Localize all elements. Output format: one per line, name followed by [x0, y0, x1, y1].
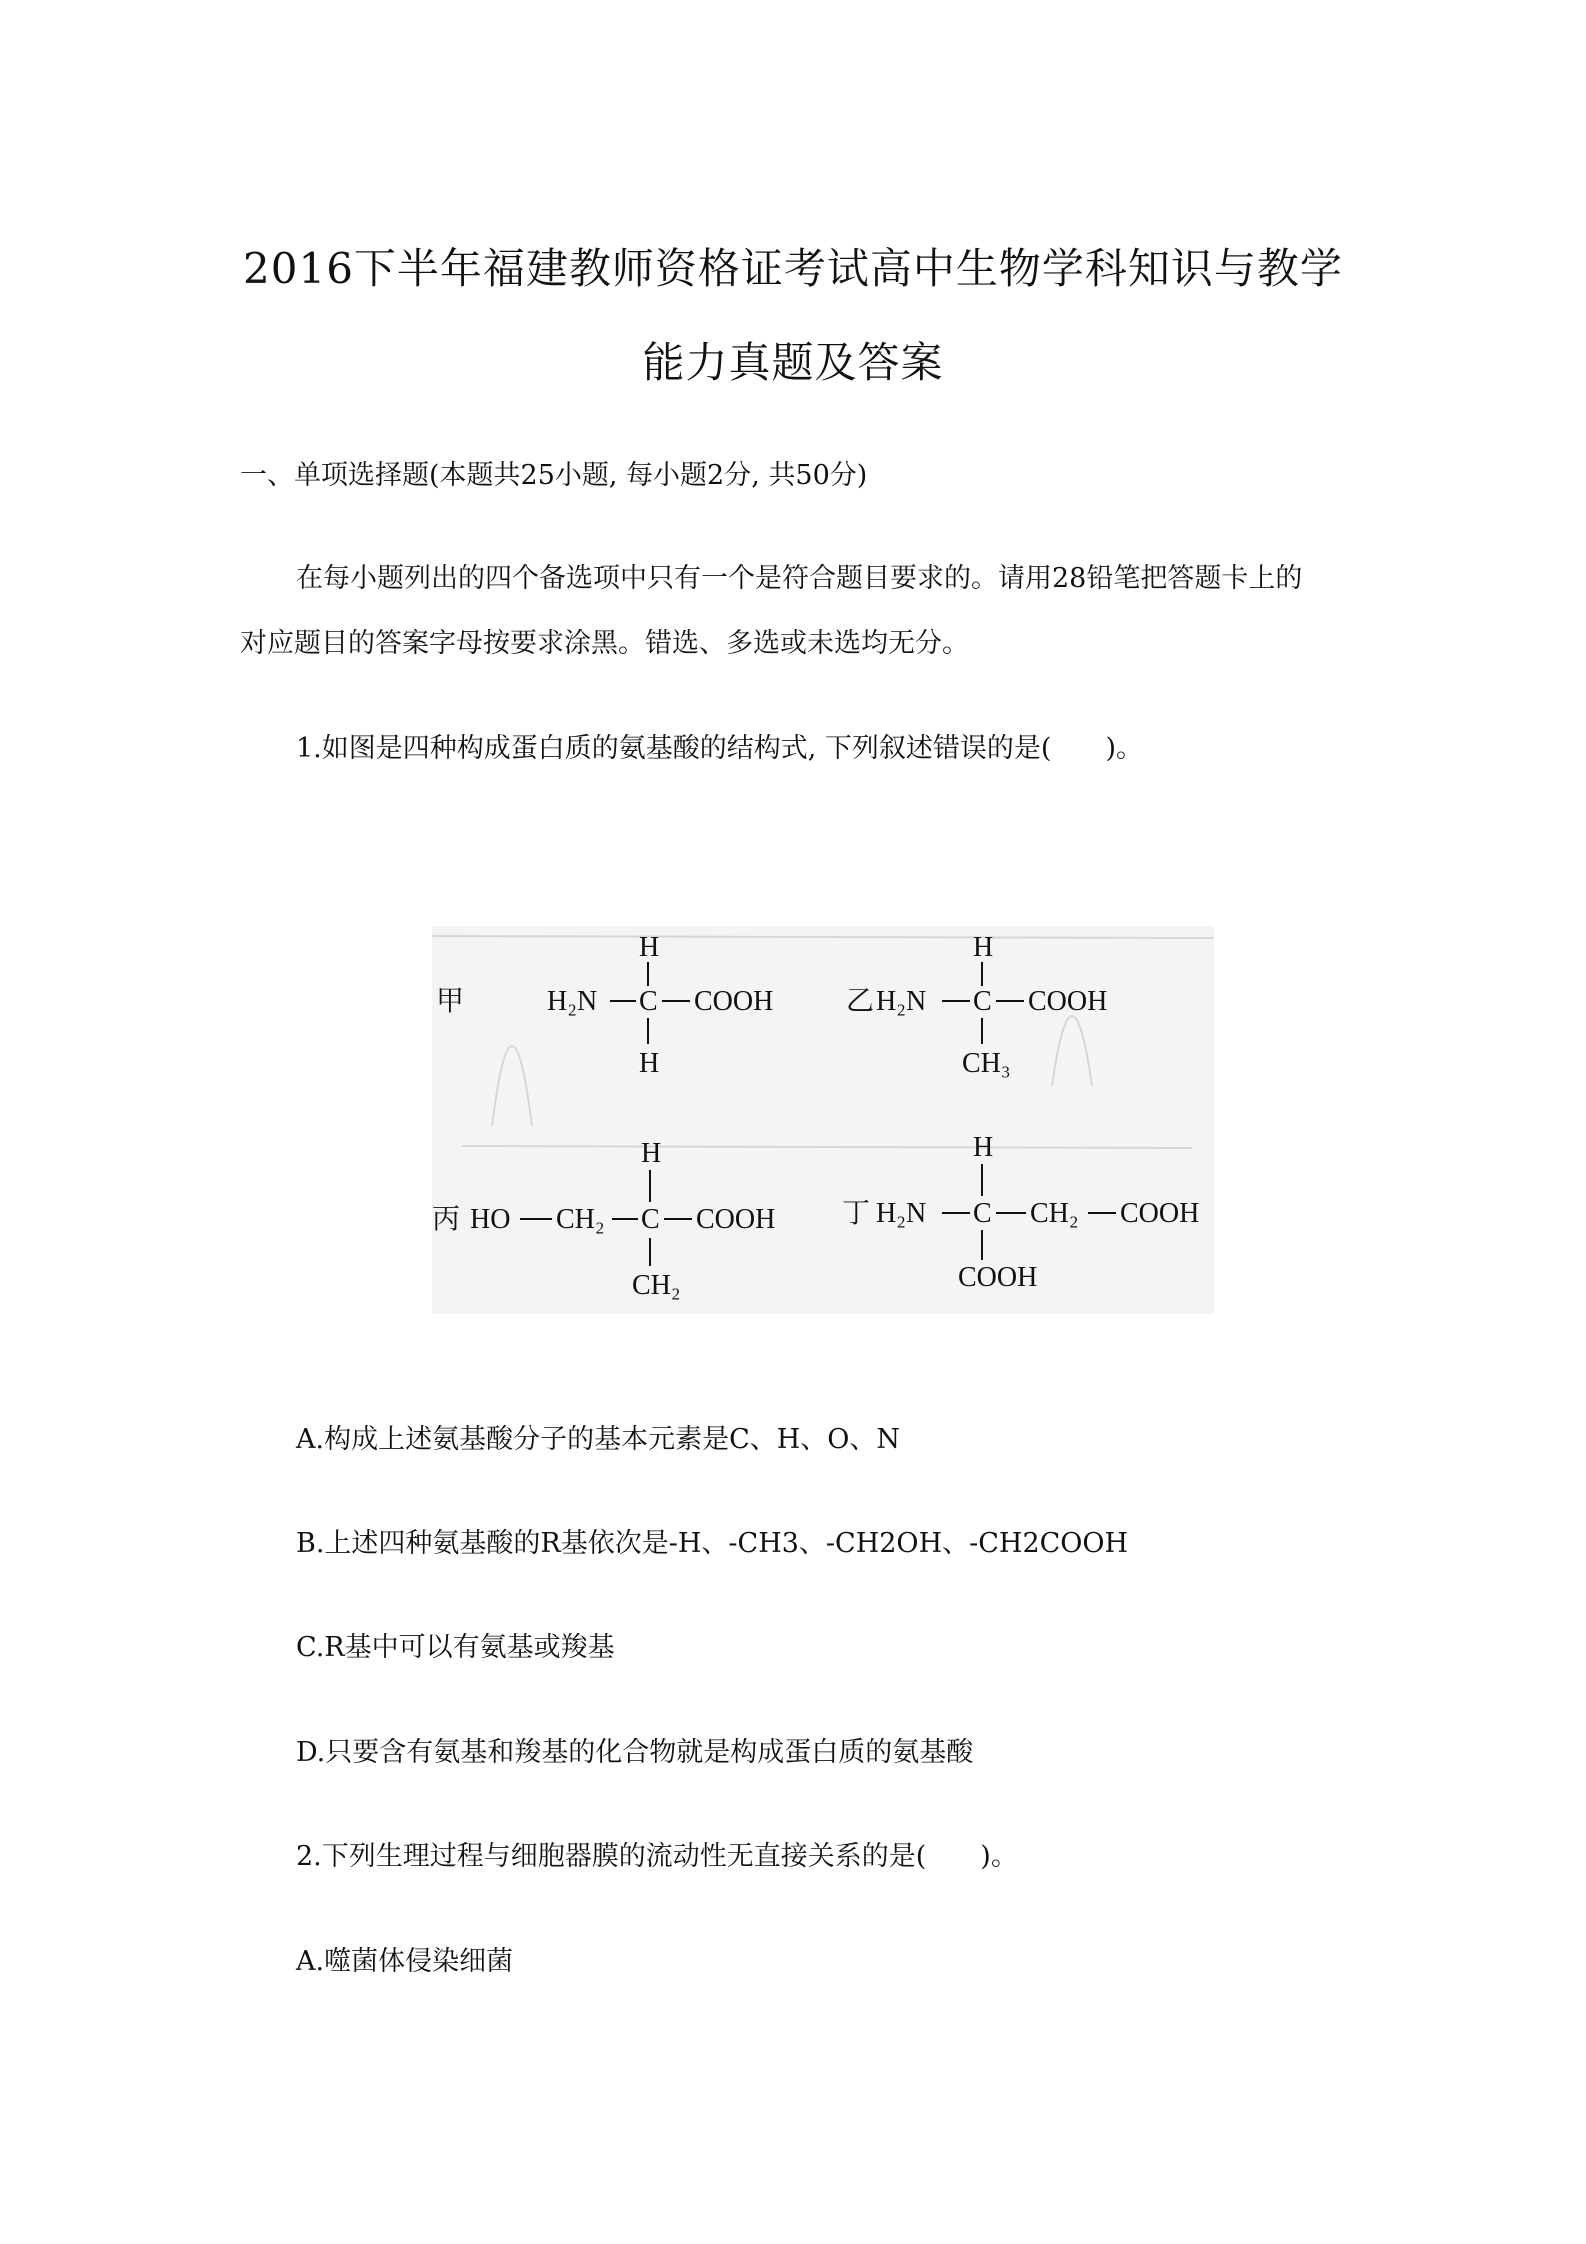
jia-top-h: H — [639, 932, 660, 963]
question-1-option-d: D.只要含有氨基和羧基的化合物就是构成蛋白质的氨基酸 — [296, 1737, 974, 1768]
structure-ding — [842, 1132, 1199, 1293]
amino-acid-structures-figure — [432, 926, 1214, 1314]
bing-center-c: C — [641, 1204, 660, 1235]
instructions-line-1: 在每小题列出的四个备选项中只有一个是符合题目要求的。请用28铅笔把答题卡上的 — [296, 563, 1303, 594]
ding-top-h: H — [973, 1132, 994, 1163]
page-title-line-2: 能力真题及答案 — [642, 338, 944, 387]
structure-yi — [846, 932, 1107, 1079]
yi-center-c: C — [973, 986, 992, 1017]
ding-center-c: C — [973, 1198, 992, 1229]
ding-cooh-right: COOH — [1120, 1198, 1200, 1229]
label-ding: 丁 — [842, 1198, 871, 1229]
question-2-stem: 2.下列生理过程与细胞器膜的流动性无直接关系的是( )。 — [296, 1841, 1018, 1872]
question-1-stem: 1.如图是四种构成蛋白质的氨基酸的结构式, 下列叙述错误的是( )。 — [296, 733, 1143, 764]
jia-center-c: C — [639, 986, 658, 1017]
background-artifacts — [432, 936, 1214, 1148]
yi-top-h: H — [973, 932, 994, 963]
question-1-option-a: A.构成上述氨基酸分子的基本元素是C、H、O、N — [296, 1424, 901, 1455]
bing-top-h: H — [641, 1138, 662, 1169]
question-1-option-b: B.上述四种氨基酸的R基依次是-H、-CH3、-CH2OH、-CH2COOH — [296, 1528, 1129, 1559]
question-1-option-c: C.R基中可以有氨基或羧基 — [296, 1632, 615, 1663]
bing-ho: HO — [470, 1204, 511, 1235]
yi-cooh: COOH — [1028, 986, 1108, 1017]
label-bing: 丙 — [432, 1204, 461, 1235]
section-heading: 一、单项选择题(本题共25小题, 每小题2分, 共50分) — [240, 460, 868, 491]
label-jia: 甲 — [436, 986, 465, 1017]
jia-h2n: H₂N — [547, 986, 598, 1017]
instructions-line-2: 对应题目的答案字母按要求涂黑。错选、多选或未选均无分。 — [240, 628, 969, 659]
yi-h2n: H₂N — [876, 986, 927, 1017]
question-2-option-a: A.噬菌体侵染细菌 — [296, 1946, 514, 1977]
jia-bottom-h: H — [639, 1048, 660, 1079]
ding-ch2: CH₂ — [1030, 1198, 1079, 1229]
bing-ch2-bottom: CH₂ — [632, 1270, 681, 1301]
page-title-line-1: 2016下半年福建教师资格证考试高中生物学科知识与教学 — [243, 244, 1343, 293]
structure-bing — [432, 1138, 775, 1301]
bing-cooh: COOH — [696, 1204, 776, 1235]
bing-ch2-left: CH₂ — [556, 1204, 605, 1235]
yi-ch3: CH₃ — [962, 1048, 1011, 1079]
label-yi: 乙 — [846, 986, 875, 1017]
ding-h2n: H₂N — [876, 1198, 927, 1229]
jia-cooh: COOH — [694, 986, 774, 1017]
ding-cooh-bottom: COOH — [958, 1262, 1038, 1293]
structure-jia — [436, 932, 773, 1079]
